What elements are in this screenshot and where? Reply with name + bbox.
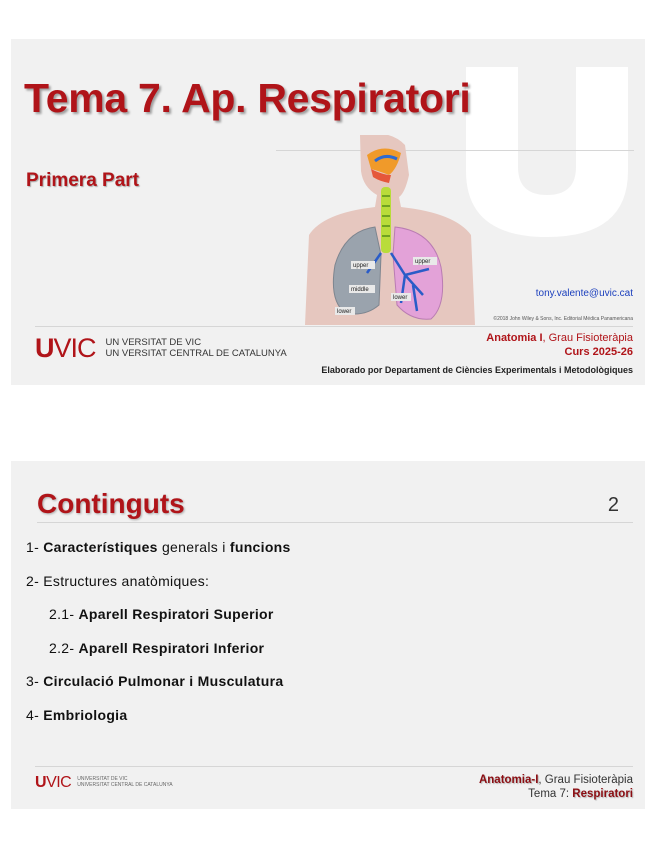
toc-bold: Aparell Respiratori Inferior <box>78 639 265 656</box>
toc-item-2-1[interactable] <box>26 606 291 640</box>
course-year: Curs 2025-26 <box>564 346 633 358</box>
logo-line-2: UN VERSITAT CENTRAL DE CATALUNYA <box>105 347 287 359</box>
toc-number: 3- <box>26 673 44 689</box>
toc-number: 1- <box>26 539 44 555</box>
title-slide <box>11 39 645 385</box>
footer-topic-prefix: Tema 7: <box>528 788 573 800</box>
course-info <box>486 331 633 359</box>
footer-subject: Anatomia-I <box>478 774 539 786</box>
logo-vic: VIC <box>46 774 72 791</box>
course-subject: Anatomia I <box>486 332 543 344</box>
logo-u: U <box>35 333 54 363</box>
contents-slide <box>11 461 645 809</box>
footer-topic: Respiratori <box>572 788 633 800</box>
toc-text: Estructures anatòmiques: <box>43 572 210 589</box>
toc-item-3[interactable] <box>26 673 291 707</box>
label-upper-right: upper <box>415 259 431 265</box>
toc-number: 4- <box>26 706 44 723</box>
uvic-logo <box>35 333 287 364</box>
label-upper-left: upper <box>353 263 369 269</box>
toc-item-1[interactable] <box>26 539 291 573</box>
logo-u: U <box>35 774 47 791</box>
toc-number: 2.2- <box>49 639 79 656</box>
respiratory-system-illustration <box>305 135 475 325</box>
title-divider <box>37 522 633 523</box>
logo-line-2: UNIVERSITAT CENTRAL DE CATALUNYA <box>77 782 173 788</box>
label-lower-left: lower <box>337 309 352 315</box>
toc-text: generals i <box>157 539 230 555</box>
course-degree: , Grau Fisioteràpia <box>542 332 633 344</box>
contact-email[interactable]: tony.valente@uvic.cat <box>535 288 633 299</box>
toc-bold: Circulació Pulmonar i Musculatura <box>43 673 284 689</box>
page-number: 2 <box>607 494 619 516</box>
logo-vic: VIC <box>53 333 96 363</box>
toc-number: 2.1- <box>49 606 79 622</box>
uvic-watermark-u <box>466 67 628 237</box>
toc-bold: Aparell Respiratori Superior <box>78 606 274 622</box>
slide-title: Tema 7. Ap. Respiratori <box>24 75 471 121</box>
toc-item-4[interactable] <box>26 707 291 741</box>
footer-divider <box>35 766 633 767</box>
toc-bold: Característiques <box>43 539 158 555</box>
label-lower-right: lower <box>393 295 408 301</box>
copyright-note: ©2018 John Wiley & Sons, Inc. Editorial Médica Panamericana <box>493 316 633 322</box>
slide-subtitle: Primera Part <box>26 170 140 191</box>
slide-title: Continguts <box>37 488 185 519</box>
footer-divider <box>35 326 633 327</box>
course-footer <box>479 773 633 801</box>
toc-item-2-2[interactable] <box>26 640 291 674</box>
logo-line-1: UN VERSITAT DE VIC <box>105 336 202 348</box>
table-of-contents <box>26 539 291 740</box>
toc-item-2[interactable] <box>26 573 291 607</box>
footer-degree: , Grau Fisioteràpia <box>538 774 633 786</box>
label-middle: middle <box>351 287 369 293</box>
toc-bold: funcions <box>229 539 291 555</box>
uvic-logo <box>35 774 173 792</box>
toc-number: 2- <box>26 572 44 589</box>
logo-line-1: UNIVERSITAT DE VIC <box>77 776 128 783</box>
department-credit: Elaborado por Departament de Ciències Experimentals i Metodològiques <box>321 365 633 375</box>
toc-bold: Embriologia <box>43 706 128 723</box>
